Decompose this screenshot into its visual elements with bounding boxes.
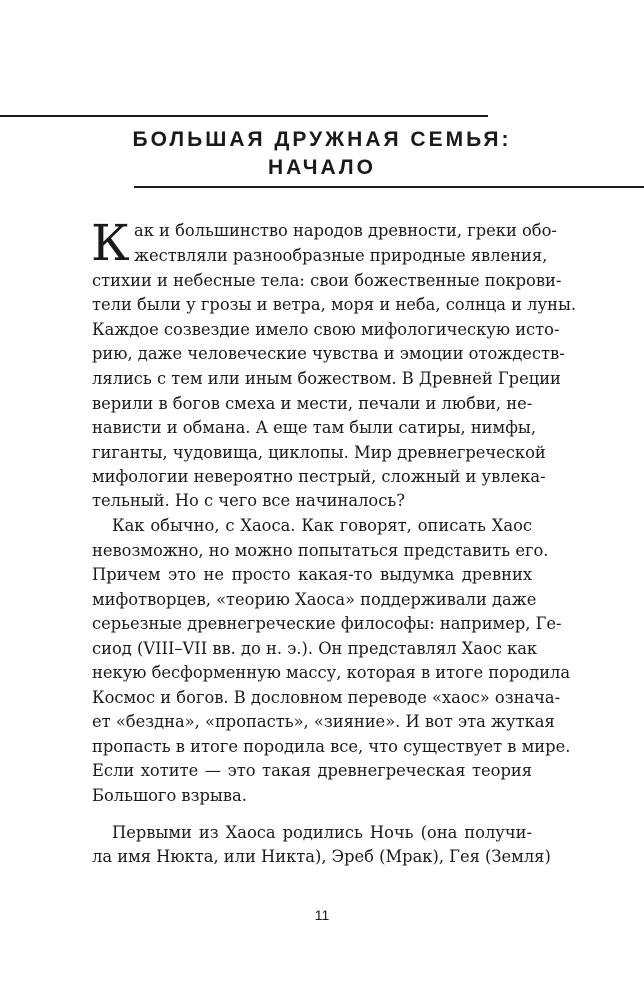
paragraph-2-line: Если хотите — это такая древнегреческая теория bbox=[92, 761, 532, 780]
paragraph-1-line: мифологии невероятно пестрый, сложный и увлека- bbox=[92, 467, 546, 486]
paragraph-2-line: сиод (VIII–VII вв. до н. э.). Он представлял Хаос как bbox=[92, 639, 538, 658]
chapter-title-line-2: НАЧАЛО bbox=[268, 156, 376, 179]
paragraph-3-line: Первыми из Хаоса родились Ночь (она получи- bbox=[112, 823, 532, 842]
chapter-title-line-1: БОЛЬШАЯ ДРУЖНАЯ СЕМЬЯ: bbox=[132, 128, 512, 151]
paragraph-1-line: рию, даже человеческие чувства и эмоции отождеств- bbox=[92, 344, 565, 363]
paragraph-2-line: Причем это не просто какая-то выдумка древних bbox=[92, 565, 532, 584]
paragraph-2-line: ет «бездна», «пропасть», «зияние». И вот эта жуткая bbox=[92, 712, 555, 731]
drop-cap: К bbox=[91, 214, 130, 272]
paragraph-2-line: Как обычно, с Хаоса. Как говорят, описать Хаос bbox=[112, 516, 532, 535]
page-number: 11 bbox=[314, 907, 330, 923]
paragraph-1-line: ак и большинство народов древности, греки обо- bbox=[134, 221, 557, 240]
paragraph-2-line: пропасть в итоге породила все, что существует в мире. bbox=[92, 737, 571, 756]
paragraph-2-line: Большого взрыва. bbox=[92, 786, 247, 805]
paragraph-1-line: тельный. Но с чего все начиналось? bbox=[92, 491, 405, 510]
paragraph-1-line: жествляли разнообразные природные явления, bbox=[134, 246, 548, 265]
paragraph-2-line: мифотворцев, «теорию Хаоса» поддерживали даже bbox=[92, 590, 537, 609]
paragraph-1-line: гиганты, чудовища, циклопы. Мир древнегреческой bbox=[92, 443, 546, 462]
paragraph-1-line: тели были у грозы и ветра, моря и неба, солнца и луны. bbox=[92, 295, 577, 314]
paragraph-2-line: невозможно, но можно попытаться представить его. bbox=[92, 541, 549, 560]
heading-bottom-rule bbox=[134, 186, 644, 188]
paragraph-1-line: нависти и обмана. А еще там были сатиры, нимфы, bbox=[92, 418, 537, 437]
paragraph-2-line: Космос и богов. В дословном переводе «хаос» означа- bbox=[92, 688, 561, 707]
paragraph-2-line: некую бесформенную массу, которая в итоге породила bbox=[92, 663, 571, 682]
paragraph-3-line: ла имя Нюкта, или Никта), Эреб (Мрак), Гея (Земля) bbox=[92, 847, 551, 866]
paragraph-2-line: серьезные древнегреческие философы: например, Ге- bbox=[92, 614, 562, 633]
paragraph-1-line: Каждое созвездие имело свою мифологическую исто- bbox=[92, 320, 560, 339]
paragraph-1-line: лялись с тем или иным божеством. В Древней Греции bbox=[92, 369, 561, 388]
paragraph-1-line: верили в богов смеха и мести, печали и любви, не- bbox=[92, 394, 533, 413]
heading-top-rule bbox=[0, 115, 488, 117]
paragraph-1-line: стихии и небесные тела: свои божественные покрови- bbox=[92, 271, 562, 290]
